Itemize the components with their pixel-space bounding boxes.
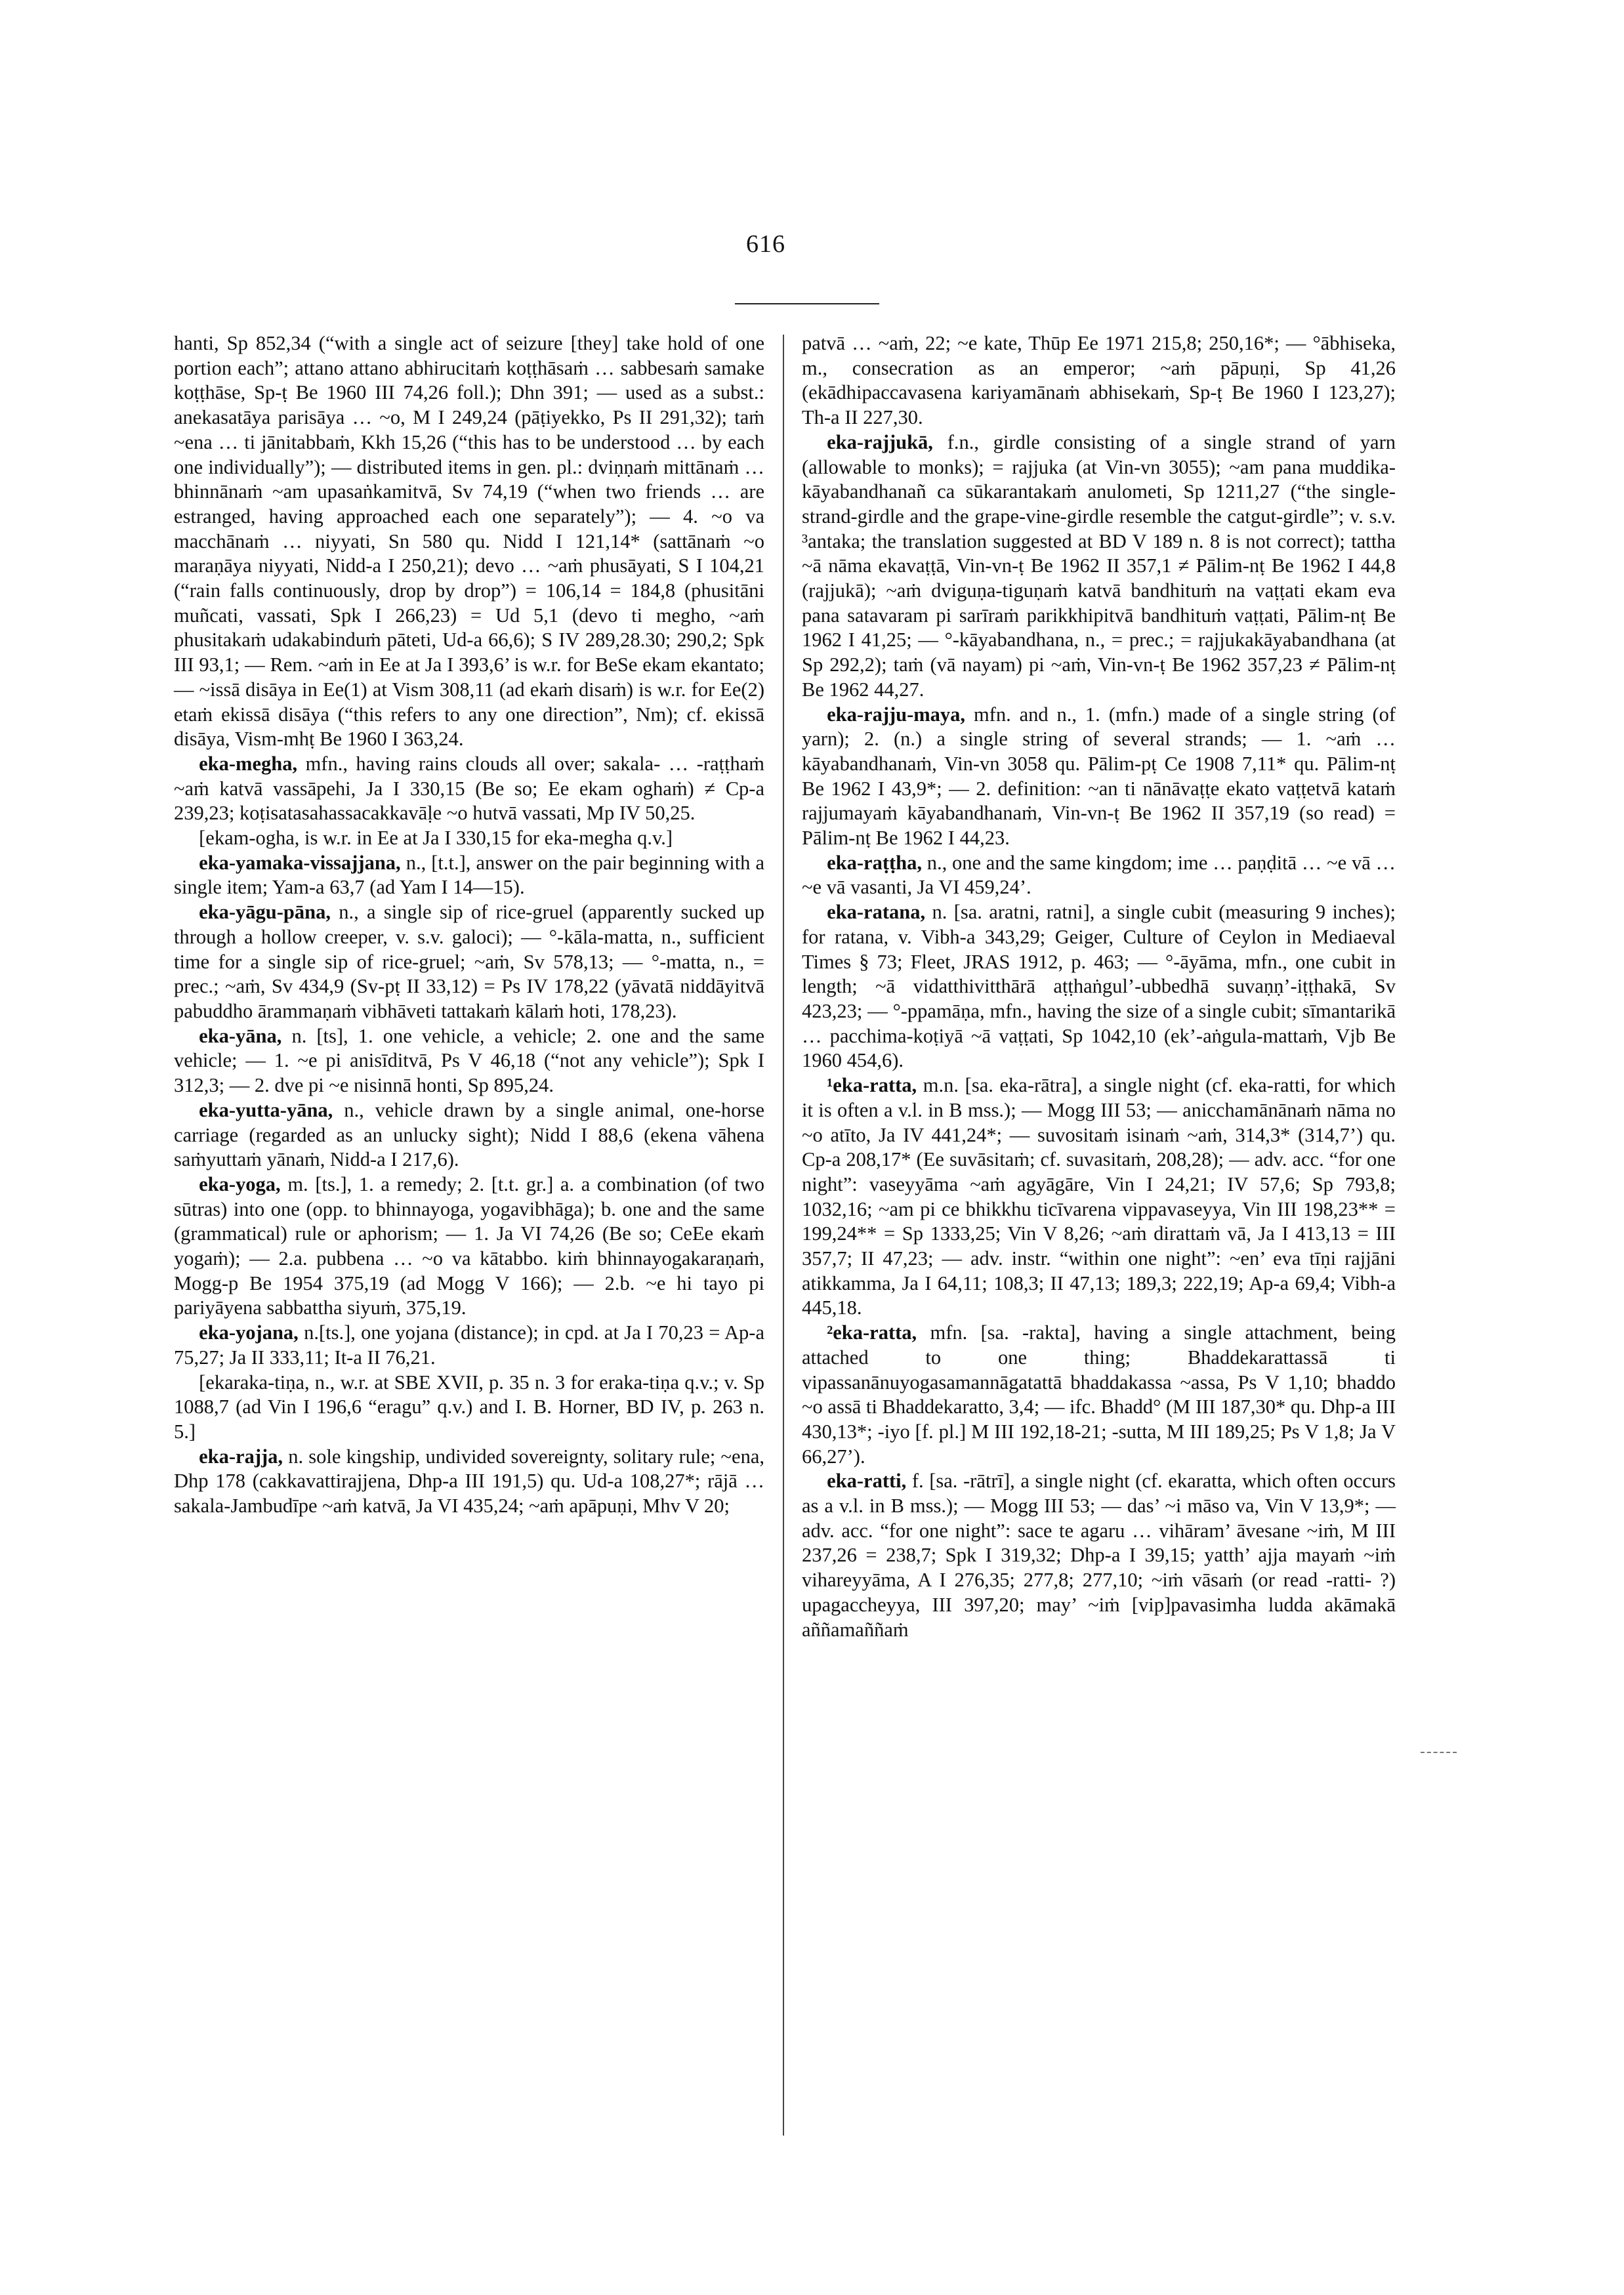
dictionary-entry bbox=[174, 1445, 764, 1519]
entry-text: f. [sa. -rātrī], a single night (cf. ekaratta, which often occurs as a v.l. in B mss.); — Mogg III 53; — das’ ~i māso va, Vin V 13,9*; — adv. acc. “for one night”: sace te agaru … vihāram’ āvesane ~iṁ, M III 237,26 = 238,7; Spk I 319,32; Dhp-a I 39,15; yatth’ ajja mayaṁ ~iṁ vihareyyāma, A I 276,35; 277,8; 277,10; ~iṁ vāsaṁ (or read -ratti- ?) upagaccheyya, III 397,20; may’ ~iṁ [vip]pavasimha ludda akāmakā aññamaññaṁ bbox=[802, 1470, 1396, 1641]
dictionary-entry bbox=[802, 851, 1396, 900]
dictionary-entry bbox=[802, 1073, 1396, 1321]
entry-text: m. [ts.], 1. a remedy; 2. [t.t. gr.] a. a combination (of two sūtras) into one (opp. to bhinnayoga, yogavibhāga); b. one and the same (grammatical) rule or aphorism; — 1. Ja VI 74,26 (Be so; CeEe ekaṁ yogaṁ); — 2.a. pubbena … ~o va kātabbo. kiṁ bhinnayogakaraṇaṁ, Mogg-p Be 1954 375,19 (ad Mogg V 166); — 2.b. ~e hi tayo pi pariyāyena sabbattha siyuṁ, 375,19. bbox=[174, 1172, 764, 1319]
left-column bbox=[174, 331, 764, 1519]
headword: eka-yamaka-vissajjana, bbox=[199, 851, 401, 874]
headword: eka-yāna, bbox=[199, 1024, 282, 1047]
entry-text: f.n., girdle consisting of a single strand of yarn (allowable to monks); = rajjuka (at Vin-vn 3055); ~am pana muddika-kāyabandhanañ ca sūkarantakaṁ anulometi, Sp 1211,27 (“the single-strand-girdle and the grape-vine-girdle resemble the catgut-girdle”; v. s.v. ³antaka; the translation suggested at BD V 189 n. 8 is not correct); tattha ~ā nāma ekavaṭṭā, Vin-vn-ṭ Be 1962 II 357,1 ≠ Pālim-nṭ Be 1962 I 44,8 (rajjukā); ~aṁ dviguṇa-tiguṇaṁ katvā bandhituṁ na vaṭṭati ekam eva pana satavaram pi sarīraṁ parikkhipitvā bandhituṁ vaṭṭati, Pālim-nṭ Be 1962 I 41,25; — °-kāyabandhana, n., = prec.; = rajjukakāyabandhana (at Sp 292,2); taṁ (vā nayam) pi ~aṁ, Vin-vn-ṭ Be 1962 357,23 ≠ Pālim-nṭ Be 1962 44,27. bbox=[802, 430, 1396, 701]
headword: eka-yojana, bbox=[199, 1321, 299, 1344]
continued-entry bbox=[802, 331, 1396, 430]
headword: eka-rajju-maya, bbox=[827, 703, 966, 726]
headword: eka-megha, bbox=[199, 752, 298, 775]
headword: ¹eka-ratta, bbox=[827, 1074, 917, 1097]
headword: eka-rajja, bbox=[199, 1445, 283, 1468]
dictionary-entry bbox=[174, 900, 764, 1024]
dictionary-entry bbox=[174, 1024, 764, 1098]
entry-text: m.n. [sa. eka-rātra], a single night (cf. eka-ratti, for which it is often a v.l. in B mss.); — Mogg III 53; — anicchamānānaṁ nāma no ~o atīto, Ja IV 441,24*; — suvositaṁ isinaṁ ~aṁ, 314,3* (314,7’) qu. Cp-a 208,17* (Ee suvāsitaṁ; cf. suvasitaṁ, 208,28); — adv. acc. “for one night”: vaseyyāma ~aṁ agyāgāre, Vin I 24,21; IV 57,6; Sp 793,8; 1032,16; ~am pi ce bhikkhu ticīvarena vippavaseyya, Vin III 198,23** = 199,24** = Sp 1333,25; Vin V 8,26; ~aṁ dirattaṁ vā, Ja I 413,13 = III 357,7; II 47,23; — adv. instr. “within one night”: ~en’ eva tīṇi rajjāni atikkamma, Ja I 64,11; 108,3; II 47,13; 189,3; 222,19; Ap-a 69,4; Vibh-a 445,18. bbox=[802, 1074, 1396, 1319]
entry-text: [ekaraka-tiṇa, n., w.r. at SBE XVII, p. 35 n. 3 for eraka-tiṇa q.v.; v. Sp 1088,7 (ad Vin I 196,6 “eragu” q.v.) and I. B. Horner, BD IV, p. 263 n. 5.] bbox=[174, 1371, 764, 1443]
dictionary-entry bbox=[174, 752, 764, 826]
dictionary-entry bbox=[174, 1098, 764, 1172]
continued-entry bbox=[174, 331, 764, 752]
entry-text: mfn., having rains clouds all over; sakala- … -raṭṭhaṁ ~aṁ katvā vassāpehi, Ja I 330,15 (Be so; Ee ekam oghaṁ) ≠ Cp-a 239,23; koṭisatasahassacakkavāḷe ~o hutvā vassati, Mp IV 50,25. bbox=[174, 752, 765, 825]
dictionary-entry bbox=[802, 1469, 1396, 1642]
headword: eka-yāgu-pāna, bbox=[199, 901, 331, 924]
entry-text: patvā … ~aṁ, 22; ~e kate, Thūp Ee 1971 215,8; 250,16*; — °ābhiseka, m., consecration as an emperor; ~aṁ pāpuṇi, Sp 41,26 (ekādhipaccavasena kariyamānaṁ abhisekaṁ, Sp-ṭ Be 1960 I 123,27); Th-a II 227,30. bbox=[802, 332, 1396, 429]
entry-text: n., one and the same kingdom; ime … paṇḍitā … ~e vā … ~e vā vasanti, Ja VI 459,24’. bbox=[802, 851, 1396, 899]
dictionary-entry bbox=[174, 1371, 764, 1445]
headword: eka-rajjukā, bbox=[827, 430, 933, 453]
headword: eka-raṭṭha, bbox=[827, 851, 922, 874]
entry-text: mfn. [sa. -rakta], having a single attachment, being attached to one thing; Bhaddekarattassā ti vipassanānuyogasamannāgatattā bhaddakassa ~assa, Ps V 1,10; bhaddo ~o assā ti Bhaddekaratto, 3,4; — ifc. Bhadd° (M III 187,30* qu. Dhp-a III 430,13*; -iyo [f. pl.] M III 192,18-21; -sutta, M III 189,25; Ps V 1,8; Ja V 66,27’). bbox=[802, 1321, 1396, 1468]
entry-text: n., vehicle drawn by a single animal, one-horse carriage (regarded as an unlucky sight); Nidd I 88,6 (ekena vāhena saṁyuttaṁ yānaṁ, Nidd-a I 217,6). bbox=[174, 1098, 764, 1171]
header-rule bbox=[735, 303, 879, 304]
entry-text: hanti, Sp 852,34 (“with a single act of seizure [they] take hold of one portion each”; attano attano abhirucitaṁ koṭṭhāsaṁ … sabbesaṁ samake koṭṭhāse, Sp-ṭ Be 1960 III 74,26 foll.); Dhn 391; — used as a subst.: anekasatāya parisāya … ~o, M I 249,24 (pāṭiyekko, Ps II 291,32); taṁ ~ena … ti jānitabbaṁ, Kkh 15,26 (“this has to be understood … by each one individually”); — distributed items in gen. pl.: dviṇṇaṁ mittānaṁ … bhinnānaṁ ~am upasaṅkamitvā, Sv 74,19 (“when two friends … are estranged, having approached each one separately”); — 4. ~o va macchānaṁ … niyyati, Sn 580 qu. Nidd I 121,14* (sattānaṁ ~o maraṇāya niyyati, Nidd-a I 250,21); devo … ~aṁ phusāyati, S I 104,21 (“rain falls continuously, drop by drop”) = 106,14 = 184,8 (phusitāni muñcati, vassati, Spk I 266,23) = Ud 5,1 (devo ti megho, ~aṁ phusitakaṁ udakabinduṁ pāteti, Ud-a 66,6); S IV 289,28.30; 290,2; Spk III 93,1; — Rem. ~aṁ in Ee at Ja I 393,6’ is w.r. for BeSe ekam ekantato; — ~issā disāya in Ee(1) at Vism 308,11 (ad ekaṁ disaṁ) is w.r. for Ee(2) etaṁ ekissā disāya (“this refers to any one direction”, Nm); cf. ekissā disāya, Vism-mhṭ Be 1960 I 363,24. bbox=[174, 332, 764, 751]
dictionary-entry bbox=[174, 826, 764, 851]
dictionary-entry bbox=[174, 1172, 764, 1321]
dictionary-entry bbox=[802, 430, 1396, 703]
entry-text: n. sole kingship, undivided sovereignty, solitary rule; ~ena, Dhp 178 (cakkavattirajjena, Dhp-a III 191,5) qu. Ud-a 108,27*; rājā … sakala-Jambudīpe ~aṁ katvā, Ja VI 435,24; ~aṁ apāpuṇi, Mhv V 20; bbox=[174, 1445, 764, 1518]
entry-text: mfn. and n., 1. (mfn.) made of a single string (of yarn); 2. (n.) a single string of several strands; — 1. ~aṁ … kāyabandhanaṁ, Vin-vn 3058 qu. Pālim-pṭ Ce 1908 7,11* qu. Pālim-nṭ Be 1962 I 43,9*; — 2. definition: ~an ti nānāvaṭṭe ekato vaṭṭetvā kataṁ rajjumayaṁ kāyabandhanaṁ, Vin-vn-ṭ Be 1962 II 357,19 (so read) = Pālim-nṭ Be 1962 I 44,23. bbox=[802, 703, 1396, 850]
headword: eka-ratti, bbox=[827, 1470, 907, 1493]
page-number: 616 bbox=[746, 230, 785, 258]
dictionary-entry bbox=[802, 703, 1396, 851]
dictionary-entry bbox=[174, 851, 764, 900]
dictionary-entry bbox=[802, 1321, 1396, 1469]
entry-text: n.[ts.], one yojana (distance); in cpd. at Ja I 70,23 = Ap-a 75,27; Ja II 333,11; It-a II 76,21. bbox=[174, 1321, 764, 1369]
entry-text: [ekam-ogha, is w.r. in Ee at Ja I 330,15 for eka-megha q.v.] bbox=[199, 827, 673, 850]
entry-text: n. [sa. aratni, ratni], a single cubit (measuring 9 inches); for ratana, v. Vibh-a 343,29; Geiger, Culture of Ceylon in Mediaeval Times § 73; Fleet, JRAS 1912, p. 463; — °-āyāma, mfn., one cubit in length; ~ā vidatthivitthārā aṭṭhaṅgul’-ubbedhā suvaṇṇ’-iṭṭhakā, Sv 423,23; — °-ppamāṇa, mfn., having the size of a single cubit; sīmantarikā … pacchima-koṭiyā ~ā vaṭṭati, Sp 1042,10 (ek’-aṅgula-mattaṁ, Vjb Be 1960 454,6). bbox=[802, 901, 1396, 1072]
entry-text: n., a single sip of rice-gruel (apparently sucked up through a hollow creeper, v. s.v. galoci); — °-kāla-matta, n., sufficient time for a single sip of rice-gruel; ~aṁ, Sv 578,13; — °-matta, n., = prec.; ~aṁ, Sv 434,9 (Sv-pṭ II 33,12) = Ps IV 178,22 (yāvatā niddāyitvā pabuddho ārammaṇaṁ vibhāveti tattakaṁ kālaṁ hoti, 178,23). bbox=[174, 901, 765, 1022]
right-column bbox=[802, 331, 1396, 1642]
column-divider bbox=[783, 335, 784, 2136]
headword: eka-yutta-yāna, bbox=[199, 1098, 333, 1121]
margin-mark bbox=[1421, 1752, 1457, 1754]
entry-text: n. [ts], 1. one vehicle, a vehicle; 2. one and the same vehicle; — 1. ~e pi anisīditvā, Ps V 46,18 (“not any vehicle”); Spk I 312,3; — 2. dve pi ~e nisinnā honti, Sp 895,24. bbox=[174, 1024, 764, 1097]
headword: ²eka-ratta, bbox=[827, 1321, 917, 1344]
headword: eka-yoga, bbox=[199, 1172, 281, 1195]
dictionary-entry bbox=[802, 900, 1396, 1073]
entry-text: n., [t.t.], answer on the pair beginning with a single item; Yam-a 63,7 (ad Yam I 14—15). bbox=[174, 851, 764, 899]
dictionary-entry bbox=[174, 1321, 764, 1370]
headword: eka-ratana, bbox=[827, 901, 926, 924]
